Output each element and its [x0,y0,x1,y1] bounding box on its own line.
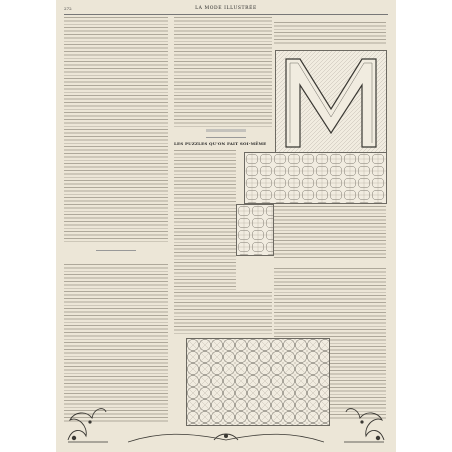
circle-lattice-pattern-icon [187,339,329,425]
article-heading: LES PUZZLES QU'ON FAIT SOI-MÊME [174,141,267,146]
right-column-text-middle [274,206,386,258]
article-signature [206,129,246,132]
header-rule [64,14,388,15]
ornamental-lattice-figure [236,204,274,256]
middle-column-text-lower [174,150,236,290]
letter-m-pattern-figure [275,50,387,156]
lattice-pattern-icon [237,205,273,255]
floral-ornament-icon [64,398,110,444]
floral-ornament-icon [342,398,388,444]
right-column-text-top [274,22,386,46]
magazine-page [56,0,396,452]
lattice-block-figure [244,152,387,204]
middle-column-text-bottom [174,292,272,334]
middle-separator [206,137,246,138]
page-header [64,6,388,14]
floral-ornament-icon [128,428,324,446]
left-column-text-upper [64,17,168,242]
middle-column-text-upper [174,17,272,127]
page-number: 272 [64,6,72,11]
publication-title: LA MODE ILLUSTRÉE [195,6,257,11]
letter-m-pattern-icon [276,51,386,155]
circle-lattice-figure [186,338,330,426]
lattice-pattern-icon [245,153,386,203]
left-column-separator [96,250,136,251]
